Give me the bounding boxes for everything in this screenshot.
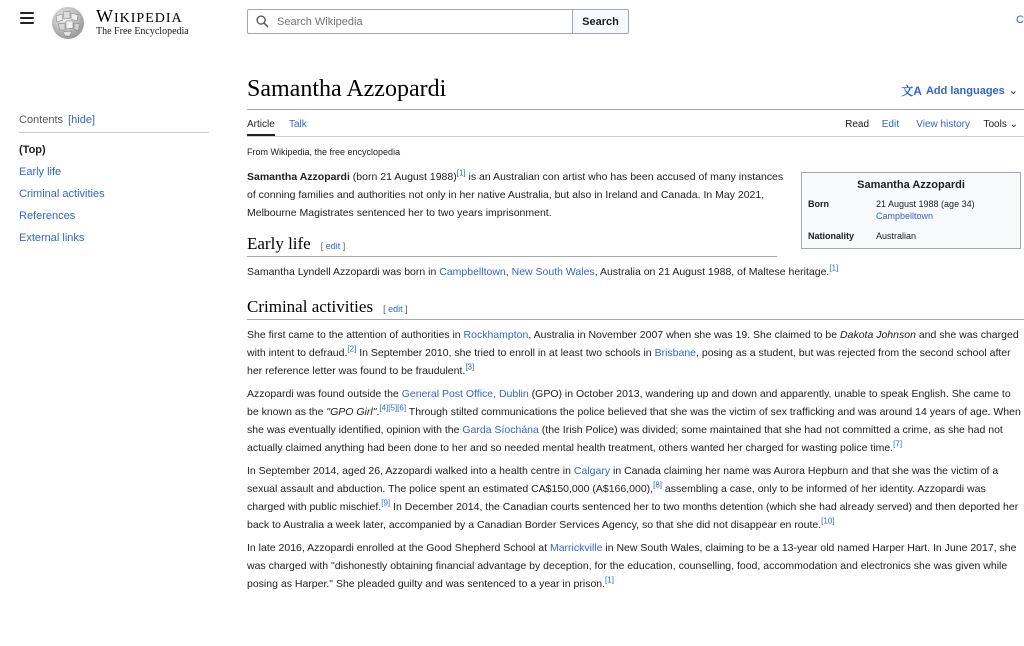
citation-link[interactable]: [7] [893,439,903,449]
site-subtitle: From Wikipedia, the free encyclopedia [247,147,401,157]
infobox-link-campbelltown[interactable]: Campbelltown [876,211,934,221]
infobox [801,172,1021,249]
section-heading-early-life: Early life [ edit ] [247,234,777,257]
citation-link[interactable]: [1] [605,575,614,585]
criminal-paragraph-2: Azzopardi was found outside the General Post Office, Dublin (GPO) in October 2013, wandering up and down and apparently, unable to speak English. She came to be known as the "GPO Girl".[4][5][6] Through stilted communications the police believed that she was the victim of sex trafficking and was around 14 years of age. When she was eventually identified, opinion with the Garda Síochána (the Irish Police) was divided; some maintained that she had not committed a crime, as she had not actually claimed anything had been done to her and so needed mental health treatment, others wanted her charged for wasting police time.[7] [247,388,1021,454]
section-edit-link[interactable]: edit [388,304,403,314]
section-edit-link[interactable]: edit [325,241,341,251]
toc-heading: Contents [hide] [19,114,209,133]
citation-link[interactable]: [10] [821,516,835,526]
infobox-label: Nationality [808,231,855,241]
early-life-paragraph: Samantha Lyndell Azzopardi was born in Campbelltown, New South Wales, Australia on 21 August 1988, of Maltese heritage.[1] [247,263,839,278]
logo-tagline: The Free Encyclopedia [96,26,189,37]
toc-hide-link[interactable]: [hide] [68,114,96,126]
table-of-contents [19,114,209,249]
add-languages-button[interactable]: 文A Add languages ⌄ [901,84,1018,98]
lead-paragraph: Samantha Azzopardi (born 21 August 1988)[1] is an Australian con artist who has been accused of many instances of conning families and authorities not only in her native Australia, but also in Ireland and Canada. In May 2021, Melbourne Magistrates sentenced her to two years imprisonment. [247,168,784,219]
tab-talk[interactable]: Talk [289,119,307,130]
toc-item-criminal-activities[interactable]: Criminal activities [19,188,105,200]
citation-link[interactable]: [2] [347,344,357,354]
tab-read[interactable]: Read [845,119,869,130]
toc-item-top[interactable]: (Top) [19,144,46,156]
link-new-south-wales[interactable]: New South Wales [511,266,595,278]
search-field[interactable] [247,9,572,34]
toc-item-references[interactable]: References [19,210,76,222]
criminal-paragraph-1: She first came to the attention of authorities in Rockhampton, Australia in November 2007 when she was 19. She claimed to be Dakota Johnson and she was charged with intent to defraud.[2] In September 2010, she tried to enroll in at least two schools in Brisbane, posing as a student, but was rejected from the second school after her reference letter was found to be fraudulent.[3] [247,329,1019,377]
link-general-post-office[interactable]: General Post Office, Dublin [401,388,529,400]
citation-link[interactable]: [9] [381,498,391,508]
search-icon [256,15,269,28]
citation-link[interactable]: [1] [829,263,839,273]
infobox-value: 21 August 1988 (age 34) [876,199,975,209]
citation-link[interactable]: [3] [465,362,475,372]
tab-view-history[interactable]: View history [916,119,970,130]
page-tabs [247,115,1024,137]
wikipedia-wordmark[interactable]: WIKIPEDIA The Free Encyclopedia [96,6,189,37]
header-edge-link[interactable]: C [1016,14,1024,26]
tab-article[interactable]: Article [247,119,275,136]
citation-link[interactable]: [4][5][6] [379,403,407,413]
citation-link[interactable]: [8] [653,480,662,490]
article-content [247,74,1024,593]
infobox-value: Australian [876,231,917,241]
section-heading-criminal-activities: Criminal activities [ edit ] [247,297,1024,320]
chevron-down-icon: ⌄ [1008,85,1018,97]
criminal-paragraph-4: In late 2016, Azzopardi enrolled at the Good Shepherd School at Marrickville in New South Wales, claiming to be a 13-year old named Harper Hart. In June 2017, she was charged with "dishonestly obtaining financial advantage by deception, for the education, counselling, food, accommodation and electronics she was given while posing as Harper." She pleaded guilty and was sentenced to a year in prison.[1] [247,542,1017,590]
link-campbelltown[interactable]: Campbelltown [439,266,506,278]
toc-item-external-links[interactable]: External links [19,232,85,244]
tab-edit[interactable]: Edit [881,119,899,130]
chevron-down-icon: ⌄ [1009,119,1018,130]
infobox-title: Samantha Azzopardi [857,179,965,191]
link-garda-siochana[interactable]: Garda Síochána [462,424,539,436]
tools-menu[interactable]: Tools ⌄ [983,119,1018,130]
translate-icon: 文A [901,84,922,98]
criminal-paragraph-3: In September 2014, aged 26, Azzopardi walked into a health centre in Calgary in Canada claiming her name was Aurora Hepburn and that she was the victim of a sexual assault and abduction. The police spent an estimated CA$150,000 (A$166,000),[8] assembling a case, only to be informed of her identity. Azzopardi was charged with public mischief.[9] In December 2014, the Canadian courts sentenced her to two months detention (which she had already served) and then deported her back to Australia a week later, accompanied by a Canadian Border Services Agency, so that she did not disappear en route.[10] [247,465,1019,531]
link-marrickville[interactable]: Marrickville [549,542,603,554]
search-button[interactable]: Search [572,9,629,34]
citation-link[interactable]: [1] [456,168,466,178]
search-input[interactable] [277,16,557,28]
infobox-label: Born [808,199,829,209]
wikipedia-globe-icon[interactable] [48,2,88,42]
link-brisbane[interactable]: Brisbane [654,347,697,359]
page-title: Samantha Azzopardi [247,76,447,102]
main-menu-icon[interactable] [20,12,34,24]
link-rockhampton[interactable]: Rockhampton [463,329,529,341]
toc-item-early-life[interactable]: Early life [19,166,62,178]
link-calgary[interactable]: Calgary [573,465,611,477]
